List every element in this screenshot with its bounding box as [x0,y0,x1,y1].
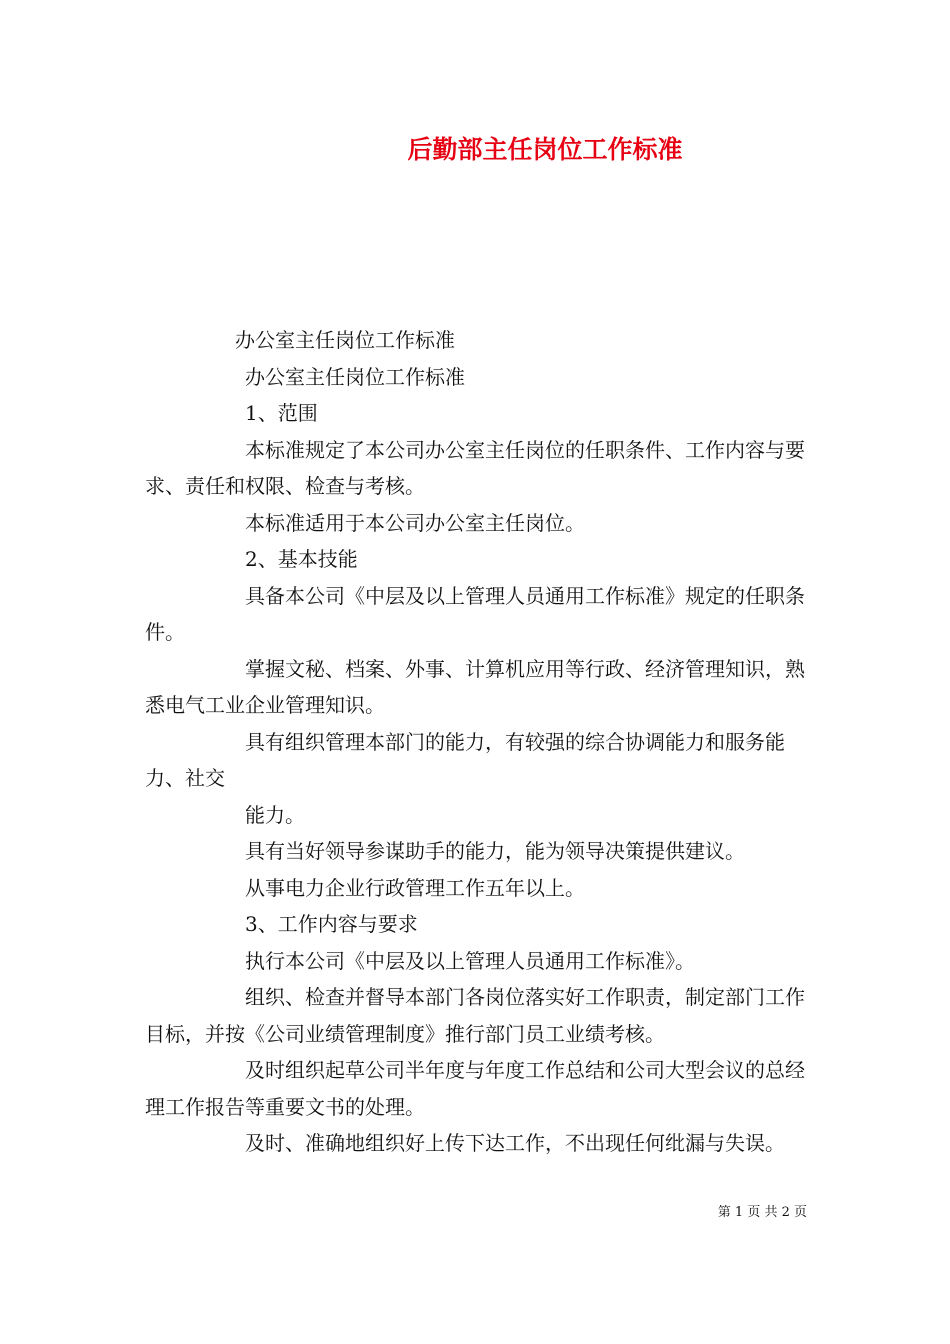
paragraph: 从事电力企业行政管理工作五年以上。 [245,875,585,900]
paragraph: 本标准规定了本公司办公室主任岗位的任职条件、工作内容与要求、责任和权限、检查与考核。 [145,437,805,498]
section-heading-work-content: 3、工作内容与要求 [245,912,418,936]
paragraph: 具备本公司《中层及以上管理人员通用工作标准》规定的任职条件。 [145,583,805,644]
paragraph: 具有当好领导参谋助手的能力，能为领导决策提供建议。 [245,839,745,863]
paragraph: 能力。 [245,802,305,827]
section-heading-scope: 1、范围 [245,401,318,425]
paragraph: 本标准适用于本公司办公室主任岗位。 [245,510,585,535]
paragraph-heading: 办公室主任岗位工作标准 [245,364,465,389]
paragraph: 具有组织管理本部门的能力，有较强的综合协调能力和服务能力、社交 [145,729,785,790]
paragraph: 及时组织起草公司半年度与年度工作总结和公司大型会议的总经理工作报告等重要文书的处理。 [145,1058,805,1119]
paragraph-subtitle: 办公室主任岗位工作标准 [235,328,455,352]
page-number-footer: 第 1 页 共 2 页 [717,1205,807,1220]
paragraph: 组织、检查并督导本部门各岗位落实好工作职责，制定部门工作目标，并按《公司业绩管理制度》推行部门员工业绩考核。 [145,985,805,1046]
document-body [145,322,807,1162]
paragraph: 及时、准确地组织好上传下达工作，不出现任何纰漏与失误。 [245,1131,785,1155]
document-title: 后勤部主任岗位工作标准 [407,135,683,164]
paragraph: 执行本公司《中层及以上管理人员通用工作标准》。 [245,948,695,973]
section-heading-skills: 2、基本技能 [245,547,358,571]
paragraph: 掌握文秘、档案、外事、计算机应用等行政、经济管理知识，熟悉电气工业企业管理知识。 [145,656,805,717]
